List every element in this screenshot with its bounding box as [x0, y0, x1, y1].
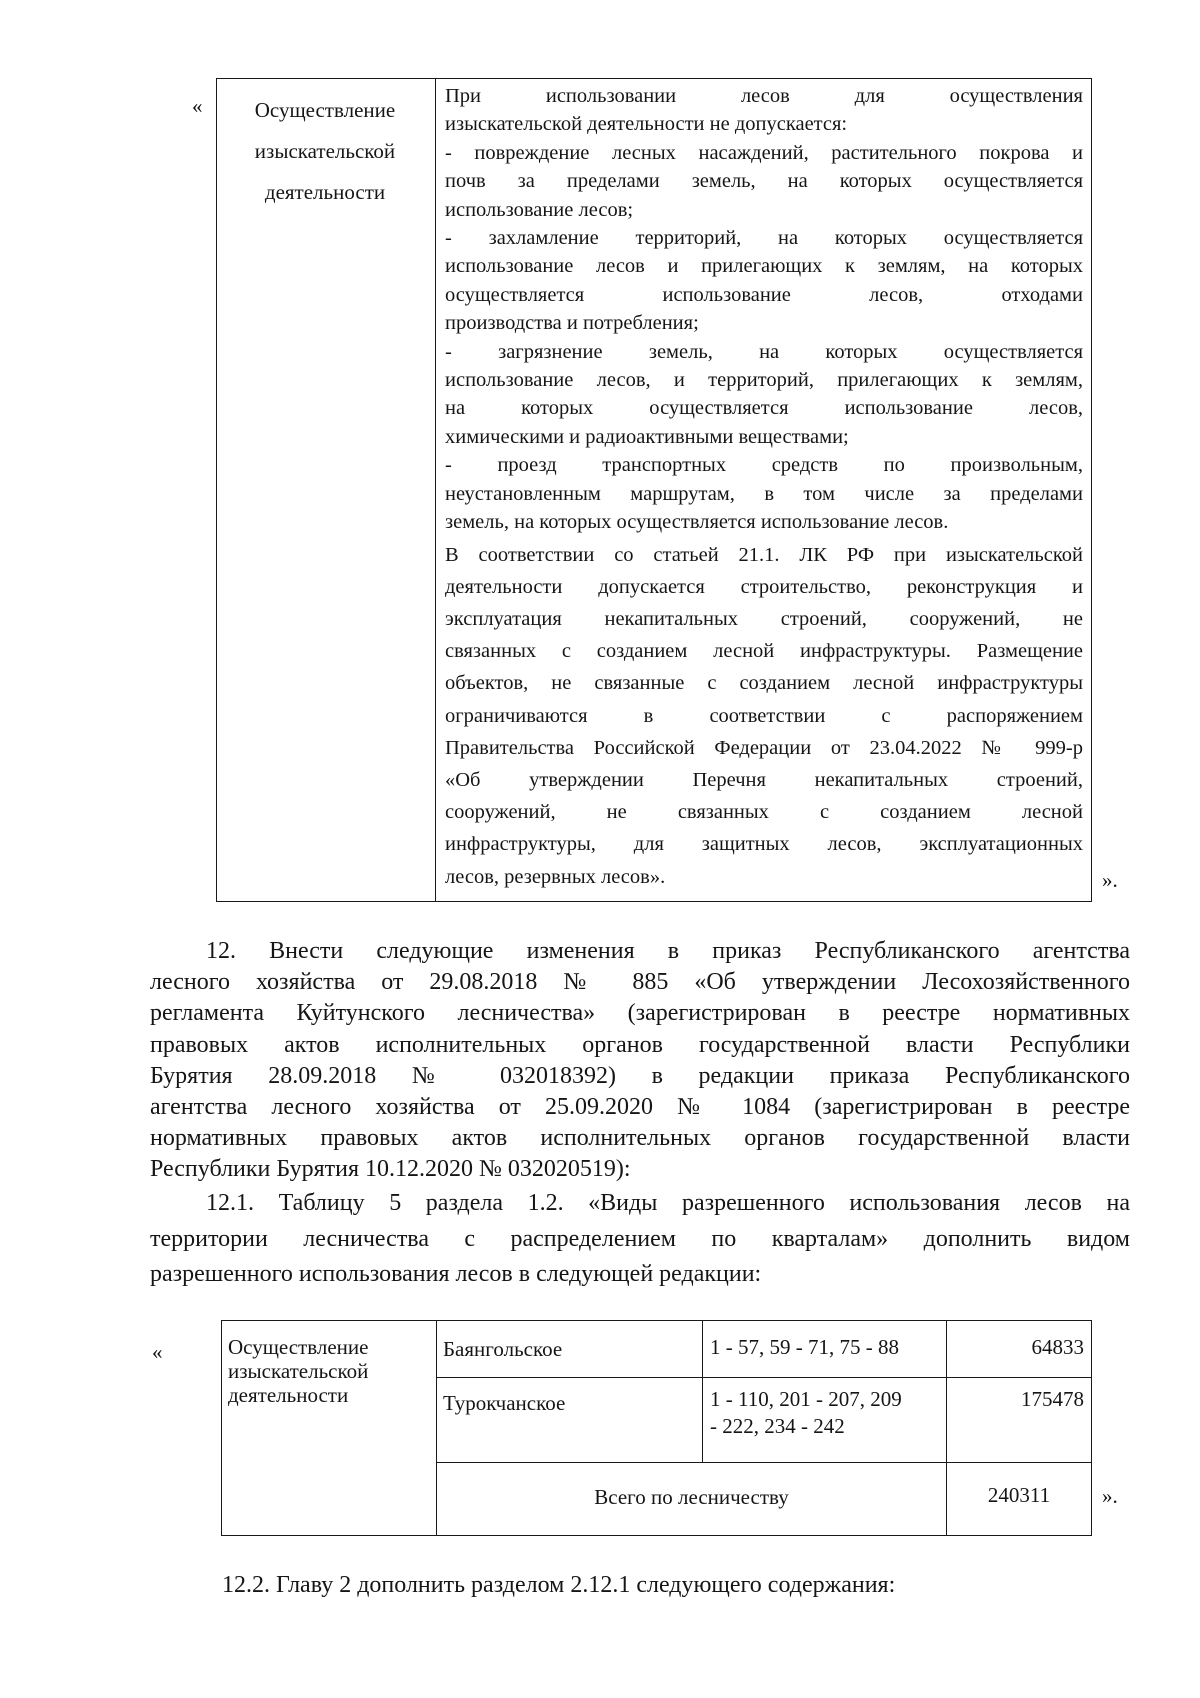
forestry-name: Турокчанское: [443, 1391, 566, 1415]
table2-close-quote: ».: [1102, 1484, 1118, 1508]
activity-line: изыскательской: [254, 139, 396, 163]
table2-border: [221, 1320, 222, 1536]
table1-activity-cell: [220, 90, 430, 213]
table2-border: [221, 1535, 1092, 1536]
description-line: изыскательской деятельности не допускается:: [445, 113, 848, 136]
table2-divider: [436, 1462, 1092, 1463]
item-12-2-paragraph: 12.2. Главу 2 дополнить разделом 2.12.1 следующего содержания:: [222, 1572, 896, 1598]
table2-border: [1091, 1320, 1092, 1536]
total-label: Всего по лесничеству: [594, 1485, 789, 1509]
paragraph-line: агентства лесного хозяйства от 25.09.2020 № 1084 (зарегистрирован в реестре: [150, 1094, 1130, 1121]
paragraph-line: разрешенного использования лесов в следующей редакции:: [150, 1261, 762, 1287]
quarters-line: 1 - 110, 201 - 207, 209: [710, 1387, 902, 1411]
description-line: - повреждение лесных насаждений, растительного покрова и: [445, 141, 1083, 164]
paragraph-line: лесного хозяйства от 29.08.2018 № 885 «Об утверждении Лесохозяйственного: [150, 969, 1130, 996]
description-line: - загрязнение земель, на которых осуществляется: [445, 340, 1083, 363]
description-line: химическими и радиоактивными веществами;: [445, 425, 849, 448]
paragraph-line: регламента Куйтунского лесничества» (зарегистрирован в реестре нормативных: [150, 1000, 1130, 1027]
legal-basis-block: [445, 539, 1083, 893]
description-line: использование лесов, и территорий, прилегающих к землям,: [445, 369, 1083, 392]
forestry-name: Баянгольское: [443, 1337, 563, 1361]
legal-line: связанных с созданием лесной инфраструктуры. Размещение: [445, 640, 1083, 663]
paragraph-line: 12. Внести следующие изменения в приказ Республиканского агентства: [206, 938, 1130, 964]
description-line: использование лесов;: [445, 198, 634, 221]
description-line: производства и потребления;: [445, 312, 699, 335]
description-line: - захламление территорий, на которых осуществляется: [445, 227, 1083, 250]
legal-line: Правительства Российской Федерации от 23.04.2022 № 999-р: [445, 736, 1083, 759]
paragraph-line: Республики Бурятия 10.12.2020 № 032020519):: [150, 1156, 631, 1183]
activity-line: Осуществление: [254, 98, 396, 122]
table1-close-quote: ».: [1102, 868, 1118, 892]
item-12-1-paragraph: [150, 1186, 1130, 1293]
restrictions-block: [445, 82, 1083, 537]
quarters-range: [710, 1386, 902, 1440]
description-line: земель, на которых осуществляется использование лесов.: [445, 511, 949, 534]
legal-line: ограничиваются в соответствии с распоряжением: [445, 704, 1083, 727]
legal-line: объектов, не связанные с созданием лесной инфраструктуры: [445, 672, 1083, 695]
quarters-line: - 222, 234 - 242: [710, 1414, 845, 1438]
description-line: При использовании лесов для осуществления: [445, 85, 1083, 107]
activity-line: деятельности: [264, 180, 386, 204]
legal-line: «Об утверждении Перечня некапитальных строений,: [445, 768, 1083, 791]
legal-line: эксплуатация некапитальных строений, сооружений, не: [445, 607, 1083, 630]
paragraph-line: 12.1. Таблицу 5 раздела 1.2. «Виды разрешенного использования лесов на: [206, 1190, 1130, 1216]
table1-column-divider: [435, 78, 436, 902]
legal-line: инфраструктуры, для защитных лесов, эксплуатационных: [445, 833, 1083, 856]
paragraph-line: территории лесничества с распределением по кварталам» дополнить видом: [150, 1225, 1130, 1252]
legal-line: сооружений, не связанных с созданием лесной: [445, 801, 1083, 824]
area-value: 64833: [1031, 1335, 1084, 1359]
table2-open-quote: «: [152, 1340, 163, 1364]
legal-line: деятельности допускается строительство, реконструкция и: [445, 575, 1083, 598]
table1-description-cell: [445, 82, 1083, 893]
area-value: 175478: [1021, 1387, 1084, 1411]
table1-open-quote: «: [192, 94, 203, 118]
description-line: на которых осуществляется использование лесов,: [445, 397, 1083, 420]
paragraph-line: Бурятия 28.09.2018 № 032018392) в редакции приказа Республиканского: [150, 1062, 1130, 1089]
table2-activity-cell: [228, 1334, 428, 1409]
table2-divider: [436, 1377, 1092, 1378]
activity-line: изыскательской: [228, 1359, 369, 1383]
description-line: использование лесов и прилегающих к землям, на которых: [445, 255, 1083, 278]
description-line: - проезд транспортных средств по произвольным,: [445, 454, 1083, 477]
paragraph-line: правовых актов исполнительных органов государственной власти Республики: [150, 1031, 1130, 1058]
item-12-paragraph: [150, 936, 1130, 1186]
description-line: неустановленным маршрутам, в том числе за пределами: [445, 482, 1083, 505]
table2-divider: [702, 1320, 703, 1462]
quarters-range: 1 - 57, 59 - 71, 75 - 88: [710, 1335, 899, 1359]
description-line: осуществляется использование лесов, отходами: [445, 283, 1083, 306]
total-value: 240311: [987, 1483, 1051, 1507]
paragraph-line: нормативных правовых актов исполнительных органов государственной власти: [150, 1125, 1130, 1152]
legal-line: лесов, резервных лесов».: [445, 865, 666, 888]
table2-border: [221, 1320, 1092, 1321]
description-line: почв за пределами земель, на которых осуществляется: [445, 170, 1083, 193]
activity-line: Осуществление: [228, 1335, 369, 1359]
activity-line: деятельности: [228, 1383, 349, 1407]
legal-line: В соответствии со статьей 21.1. ЛК РФ при изыскательской: [445, 543, 1083, 566]
